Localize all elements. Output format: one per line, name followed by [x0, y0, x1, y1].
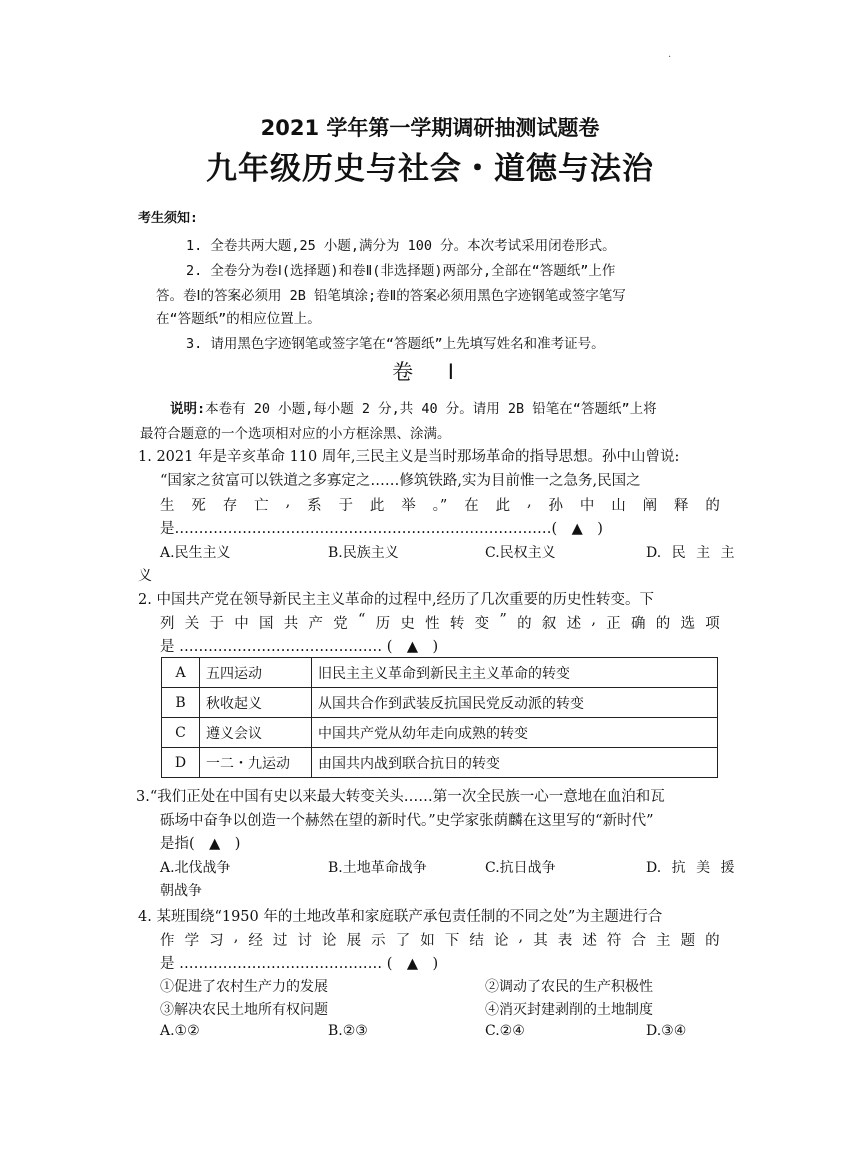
question-1-option-c: C.民权主义	[485, 545, 556, 561]
question-1-option-a: A.民生主义	[160, 545, 231, 561]
question-1-line-3-char: 山	[611, 498, 626, 514]
row-letter: D	[162, 748, 200, 778]
question-2-line-2-char: 变	[474, 616, 490, 632]
question-4-line-2-char: 过	[272, 933, 288, 949]
table-row	[162, 658, 718, 688]
notice-item-3: 3. 请用黑色字迹钢笔或签字笔在“答题纸”上先填写姓名和准考证号。	[186, 336, 605, 352]
exam-title: 2021 学年第一学期调研抽测试题卷	[260, 116, 600, 140]
question-1-line-3	[160, 494, 720, 515]
question-4-line-2	[160, 929, 720, 950]
question-4-line-2-char: 论	[493, 933, 509, 949]
question-2-line-2-char: 中	[234, 616, 249, 632]
question-2-line-2	[160, 612, 720, 633]
question-2-line-2-char: 的	[655, 616, 671, 632]
question-4-line-1: 4. 某班围绕“1950 年的土地改革和家庭联产承包责任制的不同之处”为主题进行合	[138, 909, 663, 925]
question-1-line-3-char: 在	[464, 498, 479, 514]
question-2-line-2-char: 历	[375, 616, 391, 632]
question-3-option-a: A.北伐战争	[160, 860, 231, 876]
question-1-line-3-char: 生	[160, 498, 175, 514]
question-4-option-d: D.③④	[646, 1023, 687, 1039]
question-1-line-3-char: ,	[285, 494, 291, 510]
question-2-line-2-char: 的	[517, 616, 532, 632]
row-description: 旧民主主义革命到新民主主义革命的转变	[312, 658, 718, 688]
question-2-line-2-char: ,	[591, 612, 596, 628]
question-2-line-2-char: ”	[499, 612, 507, 628]
question-2-line-2-char: 史	[400, 616, 415, 632]
question-2-line-2-char: 转	[449, 616, 465, 632]
question-3-option-d-overflow: 朝战争	[160, 883, 202, 899]
question-4-option-a: A.①②	[160, 1023, 200, 1039]
row-event: 一二・九运动	[200, 748, 312, 778]
question-4-statement-3: ③解决农民土地所有权问题	[160, 1002, 328, 1018]
notice-item-1: 1. 全卷共两大题,25 小题,满分为 100 分。本次考试采用闭卷形式。	[186, 238, 616, 254]
question-1-option-d: D. 民 主 主	[646, 545, 735, 561]
table-row	[162, 688, 718, 718]
question-1-line-3-char: 亡	[254, 498, 269, 514]
question-4-line-2-char: 符	[606, 933, 622, 949]
row-letter: B	[162, 688, 200, 718]
question-1-line-4: 是……………………………………………………………………( ▲ )	[160, 521, 603, 537]
question-4-line-2-char: 其	[533, 933, 548, 949]
exam-subject-title: 九年级历史与社会・道德与法治	[206, 151, 654, 187]
question-2-line-2-char: 于	[209, 616, 224, 632]
question-1-line-3-char: ,	[526, 494, 532, 510]
explanation-text: 本卷有 20 小题,每小题 2 分,共 40 分。请用 2B 铅笔在“答题纸”上将	[205, 401, 657, 417]
question-2-line-2-char: 产	[308, 616, 323, 632]
question-2-line-2-char: 正	[606, 616, 621, 632]
question-1-line-3-char: 存	[222, 498, 238, 514]
row-event: 秋收起义	[200, 688, 312, 718]
question-1-line-3-char: 于	[338, 498, 353, 514]
question-3-option-b: B.土地革命战争	[328, 860, 427, 876]
question-4-line-2-char: 了	[395, 933, 411, 949]
question-1-line-3-char: 举	[401, 498, 416, 514]
table-row	[162, 718, 718, 748]
question-2-line-2-char: 列	[160, 616, 175, 632]
question-3-line-3: 是指( ▲ )	[160, 836, 241, 852]
notice-heading: 考生须知:	[138, 211, 198, 226]
question-3-line-2: 砾场中奋争以创造一个赫然在望的新时代。”史学家张荫麟在这里写的“新时代”	[160, 813, 654, 829]
question-4-statement-4: ④消灭封建剥削的土地制度	[485, 1002, 653, 1018]
question-4-line-2-char: 学	[184, 933, 200, 949]
question-4-line-2-char: 表	[557, 933, 573, 949]
notice-item-2-line-2: 答。卷Ⅰ的答案必须用 2B 铅笔填涂;卷Ⅱ的答案必须用黑色字迹钢笔或签字笔写	[156, 288, 626, 304]
question-1-option-d-overflow: 义	[138, 568, 152, 584]
table-row	[162, 748, 718, 778]
section-explanation-line-2: 最符合题意的一个选项相对应的小方框涂黑、涂满。	[140, 426, 451, 442]
question-4-line-3: 是 …………………………………… ( ▲ )	[160, 956, 439, 972]
question-4-line-2-char: 主	[656, 933, 671, 949]
question-2-line-2-char: 项	[705, 616, 720, 632]
question-4-line-2-char: 经	[248, 933, 263, 949]
question-4-statement-1: ①促进了农村生产力的发展	[160, 979, 328, 995]
question-1-line-3-char: 阐	[642, 498, 658, 514]
question-4-line-2-char: ,	[518, 929, 524, 945]
question-4-line-2-char: 习	[209, 933, 224, 949]
question-4-statement-2: ②调动了农民的生产积极性	[485, 979, 653, 995]
question-1-line-3-char: 死	[191, 498, 206, 514]
question-4-line-2-char: 下	[444, 933, 460, 949]
question-4-line-2-char: 述	[582, 933, 597, 949]
question-1-line-3-char: 此	[495, 498, 511, 514]
question-1-line-3-char: 中	[579, 498, 595, 514]
question-2-line-2-char: 党	[333, 616, 348, 632]
question-1-line-3-char: 此	[369, 498, 385, 514]
question-4-line-2-char: 的	[705, 933, 720, 949]
question-1-line-1: 1. 2021 年是辛亥革命 110 周年,三民主义是当时那场革命的指导思想。孙中山曾说:	[138, 449, 680, 465]
question-2-line-2-char: 关	[184, 616, 200, 632]
question-4-line-2-char: 如	[420, 933, 435, 949]
question-2-line-1: 2. 中国共产党在领导新民主主义革命的过程中,经历了几次重要的历史性转变。下	[138, 592, 655, 608]
question-3-option-c: C.抗日战争	[485, 860, 556, 876]
question-4-line-2-char: 结	[469, 933, 484, 949]
question-4-line-2-char: 示	[371, 933, 386, 949]
question-2-line-2-char: 共	[283, 616, 299, 632]
section-explanation-line-1	[170, 397, 657, 417]
question-1-line-3-char: 系	[307, 498, 322, 514]
question-2-line-2-char: 确	[630, 616, 646, 632]
question-1-line-3-char: 释	[674, 498, 689, 514]
explanation-label: 说明:	[170, 401, 206, 417]
question-4-option-c: C.②④	[485, 1023, 525, 1039]
question-1-line-3-char: 的	[705, 498, 720, 514]
question-2-table	[161, 657, 718, 778]
row-description: 中国共产党从幼年走向成熟的转变	[312, 718, 718, 748]
row-event: 遵义会议	[200, 718, 312, 748]
question-1-line-2: “国家之贫富可以铁道之多寡定之……修筑铁路,实为目前惟一之急务,民国之	[160, 473, 641, 489]
question-2-line-2-char: 性	[425, 616, 440, 632]
question-4-line-2-char: 论	[322, 933, 337, 949]
question-4-line-2-char: 讨	[297, 933, 312, 949]
question-3-line-1: 3.“我们正处在中国有史以来最大转变关头……第一次全民族一心一意地在血泊和瓦	[136, 789, 665, 805]
question-4-line-2-char: 合	[631, 933, 646, 949]
question-4-line-2-char: 题	[680, 933, 696, 949]
question-4-line-2-char: ,	[233, 929, 239, 945]
row-letter: C	[162, 718, 200, 748]
row-letter: A	[162, 658, 200, 688]
question-1-line-3-char: 孙	[548, 498, 563, 514]
question-2-line-2-char: “	[358, 612, 366, 628]
question-1-line-3-char: 。”	[432, 498, 448, 514]
section-title: 卷 Ⅰ	[392, 360, 468, 384]
row-event: 五四运动	[200, 658, 312, 688]
question-2-line-2-char: 述	[566, 616, 582, 632]
question-2-line-2-char: 选	[680, 616, 695, 632]
question-4-line-2-char: 展	[346, 933, 362, 949]
notice-item-2-line-3: 在“答题纸”的相应位置上。	[156, 311, 321, 327]
notice-item-2-line-1: 2. 全卷分为卷Ⅰ(选择题)和卷Ⅱ(非选择题)两部分,全部在“答题纸”上作	[186, 263, 616, 279]
corner-dot: ·	[668, 52, 672, 63]
row-description: 从国共合作到武装反抗国民党反动派的转变	[312, 688, 718, 718]
question-2-line-2-char: 叙	[541, 616, 557, 632]
row-description: 由国共内战到联合抗日的转变	[312, 748, 718, 778]
question-3-option-d: D. 抗 美 援	[646, 860, 735, 876]
question-4-line-2-char: 作	[160, 933, 175, 949]
question-2-line-2-char: 国	[259, 616, 274, 632]
question-2-line-3: 是 …………………………………… ( ▲ )	[160, 639, 439, 655]
question-1-option-b: B.民族主义	[328, 545, 399, 561]
question-4-option-b: B.②③	[328, 1023, 368, 1039]
